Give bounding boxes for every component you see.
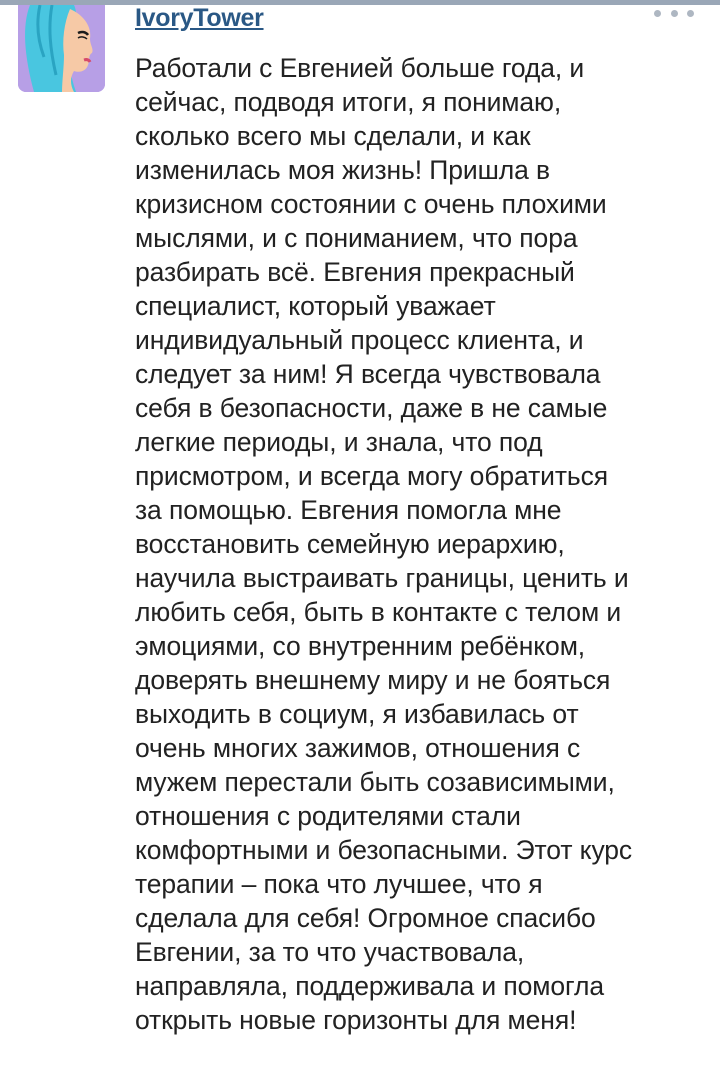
more-dots-icon [671, 10, 678, 17]
top-divider [0, 0, 720, 5]
author-name-link[interactable]: IvoryTower [135, 4, 264, 32]
avatar[interactable] [18, 5, 105, 92]
more-dots-icon [687, 10, 694, 17]
more-dots-icon [654, 10, 661, 17]
more-options-button[interactable] [654, 2, 694, 24]
comment-body: Работали с Евгенией больше года, и сейчас, подводя итоги, я понимаю, сколько всего мы сделали, и как изменилась моя жизнь! Пришла в кризисном состоянии с очень плохими мыслями, и с пониманием, что пора разбирать всё. Евгения прекрасный специалист, который уважает индивидуальный процесс клиента, и следует за ним! Я всегда чувствовала себя в безопасности, даже в не самые легкие периоды, и знала, что под присмотром, и всегда могу обратиться за помощью. Евгения помогла мне восстановить семейную иерархию, научила выстраивать границы, ценить и любить себя, быть в контакте с телом и эмоциями, со внутренним ребёнком, доверять внешнему миру и не бояться выходить в социум, я избавилась от очень многих зажимов, отношения с мужем перестали быть созависимыми, отношения с родителями стали комфортными и безопасными. Этот курс терапии – пока что лучшее, что я сделала для себя! Огромное спасибо Евгении, за то что участвовала, направляла, поддерживала и помогла открыть новые горизонты для меня! [135, 53, 633, 1035]
pop-art-woman-avatar-icon [18, 5, 105, 92]
